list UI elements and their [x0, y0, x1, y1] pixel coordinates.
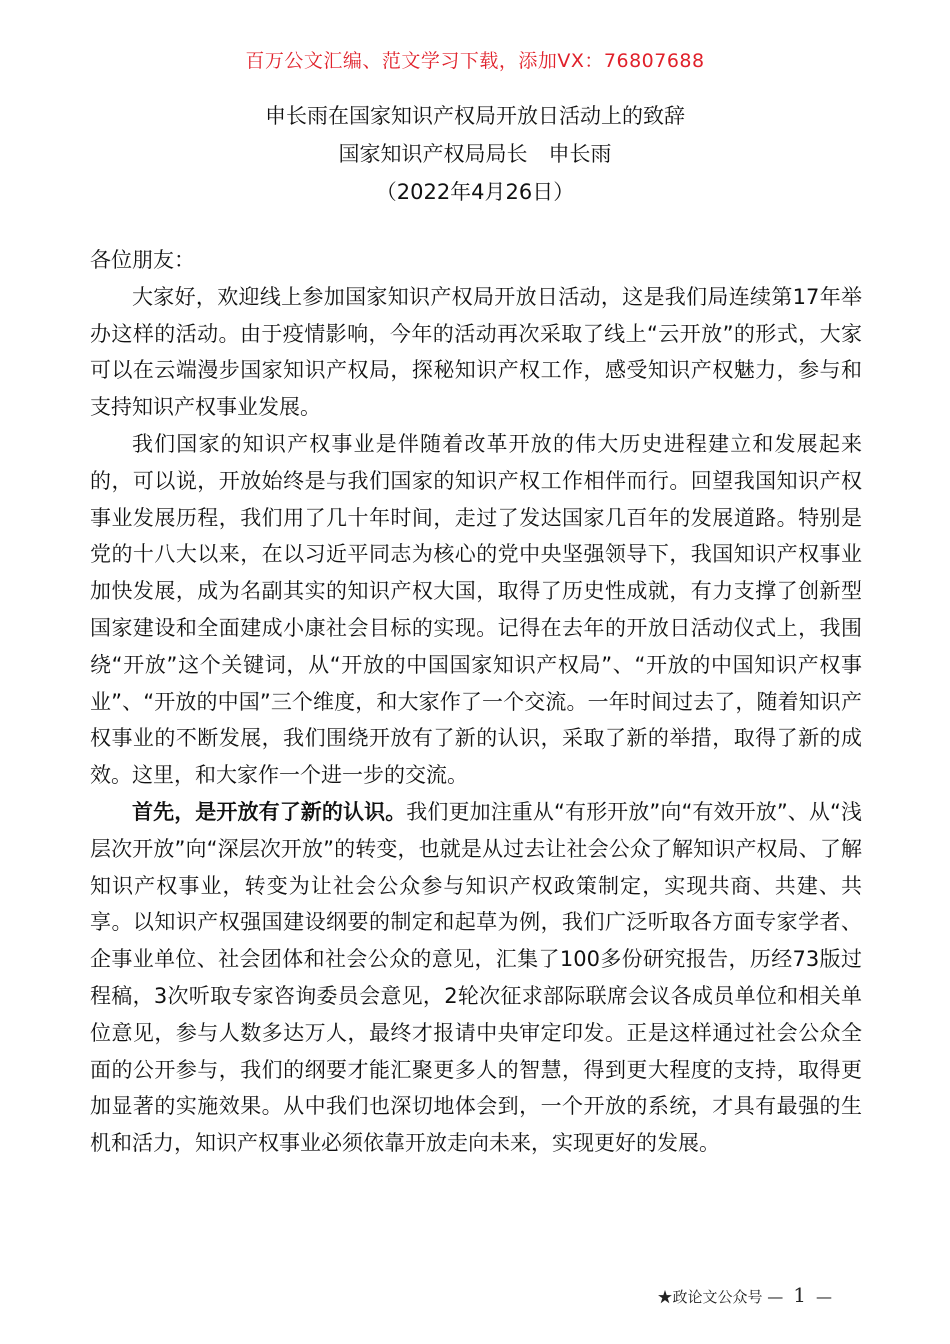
watermark-banner: 百万公文汇编、范文学习下载，添加VX：76807688	[245, 50, 705, 72]
paragraph-3-text: 我们更加注重从“有形开放”向“有效开放”、从“浅层次开放”向“深层次开放”的转变，也就是从过去让社会公众了解知识产权局、了解知识产权事业，转变为让社会公众参与知识产权政策制定，实现共商、共建、共享。以知识产权强国建设纲要的制定和起草为例，我们广泛听取各方面专家学者、企事业单位、社会团体和社会公众的意见，汇集了100多份研究报告，历经73版过程稿，3次听取专家咨询委员会意见，2轮次征求部际联席会议各成员单位和相关单位意见，参与人数多达万人，最终才报请中央审定印发。正是这样通过社会公众全面的公开参与，我们的纲要才能汇聚更多人的智慧，得到更大程度的支持，取得更加显著的实施效果。从中我们也深切地体会到，一个开放的系统，才具有最强的生机和活力，知识产权事业必须依靠开放走向未来，实现更好的发展。	[90, 799, 862, 1156]
title-block	[0, 97, 950, 211]
paragraph-3	[90, 794, 862, 1162]
author-line: 国家知识产权局局长 申长雨	[338, 142, 612, 166]
paragraph-2: 我们国家的知识产权事业是伴随着改革开放的伟大历史进程建立和发展起来的，可以说，开放始终是与我们国家的知识产权工作相伴而行。回望我国知识产权事业发展历程，我们用了几十年时间，走过了发达国家几百年的发展道路。特别是党的十八大以来，在以习近平同志为核心的党中央坚强领导下，我国知识产权事业加快发展，成为名副其实的知识产权大国，取得了历史性成就，有力支撑了创新型国家建设和全面建成小康社会目标的实现。记得在去年的开放日活动仪式上，我围绕“开放”这个关键词，从“开放的中国国家知识产权局”、“开放的中国知识产权事业”、“开放的中国”三个维度，和大家作了一个交流。一年时间过去了，随着知识产权事业的不断发展，我们围绕开放有了新的认识，采取了新的举措，取得了新的成效。这里，和大家作一个进一步的交流。	[90, 431, 862, 788]
paragraph-1: 大家好，欢迎线上参加国家知识产权局开放日活动，这是我们局连续第17年举办这样的活动。由于疫情影响，今年的活动再次采取了线上“云开放”的形式，大家可以在云端漫步国家知识产权局，探秘知识产权工作，感受知识产权魅力，参与和支持知识产权事业发展。	[90, 284, 862, 420]
footer-source: ★政论文公众号	[657, 1288, 763, 1306]
footer-dash-left: —	[767, 1287, 784, 1306]
paragraph-3-lead: 首先，是开放有了新的认识。	[132, 799, 407, 824]
footer-dash-right: —	[816, 1287, 832, 1306]
page-number: 1	[793, 1283, 806, 1307]
document-title: 申长雨在国家知识产权局开放日活动上的致辞	[265, 104, 685, 128]
document-body	[90, 242, 862, 1162]
salutation: 各位朋友：	[90, 248, 195, 272]
document-date: （2022年4月26日）	[375, 180, 575, 204]
page-footer	[657, 1283, 832, 1307]
